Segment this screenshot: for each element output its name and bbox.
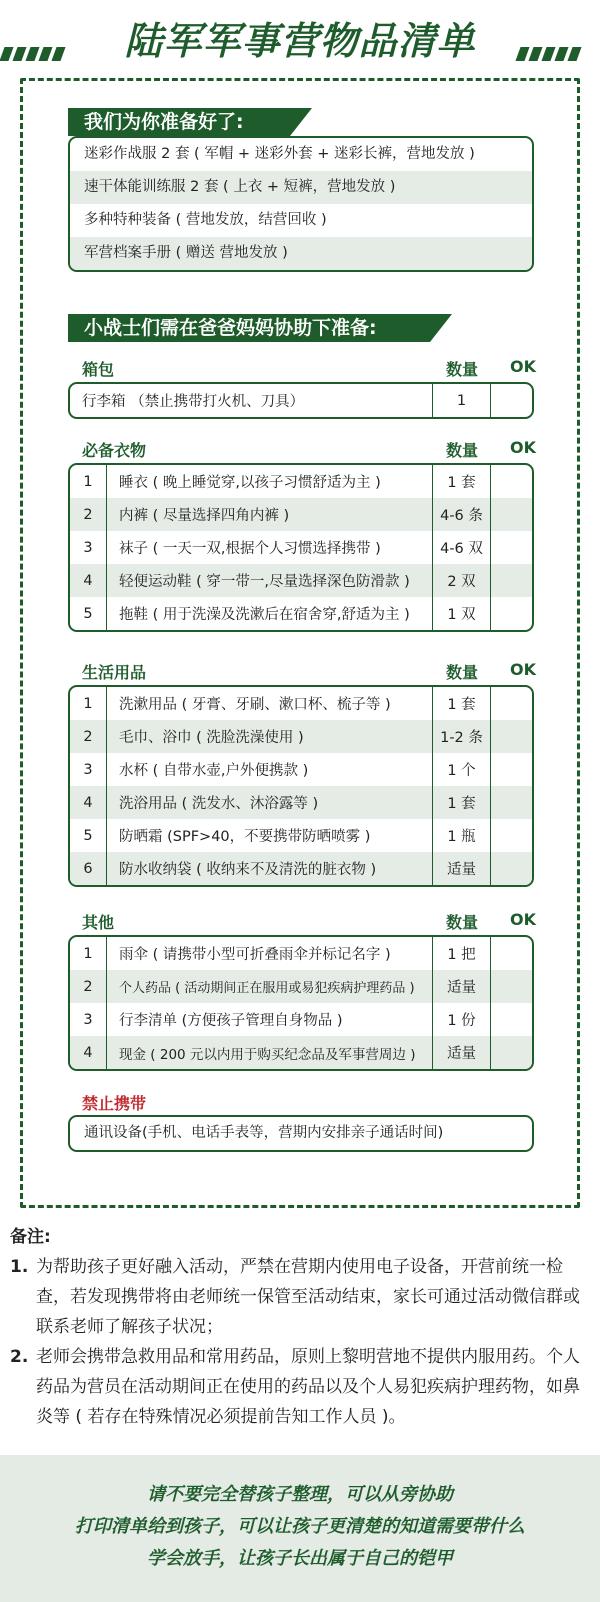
table-row [70,384,532,417]
item-number: 4 [70,786,107,819]
section-title: 必备衣物 [82,441,147,460]
section-title: 箱包 [82,360,115,379]
title-area [0,10,600,63]
item-number: 3 [70,753,107,786]
footer-line: 请不要完全替孩子整理，可以从旁协助 [147,1484,453,1505]
section-header-daily [82,660,542,684]
item-name: 个人药品 ( 活动期间正在服用或易犯疾病护理药品 ) [107,970,433,1003]
item-number: 4 [70,1036,107,1069]
table-row [70,720,532,753]
note-text: 老师会携带急救用品和常用药品，原则上黎明营地不提供内服用药。个人药品为营员在活动期间正在使用的药品以及个人易犯疾病护理药物，如鼻炎等 ( 若存在特殊情况必须提前告知工作人员 )。 [36,1347,580,1427]
prepared-item: 迷彩作战服 2 套 ( 军帽 + 迷彩外套 + 迷彩长裤，营地发放 ) [84,146,475,162]
item-name: 洗漱用品 ( 牙膏、牙刷、漱口杯、梳子等 ) [107,687,433,720]
qty-column-header: 数量 [446,360,479,379]
ok-checkbox[interactable] [491,465,532,498]
forbidden-item: 通讯设备(手机、电话手表等，营期内安排亲子通话时间) [84,1125,444,1141]
page-title: 陆军军事营物品清单 [124,19,476,63]
item-qty: 适量 [433,1036,491,1069]
item-number: 6 [70,852,107,885]
table-row [70,564,532,597]
ok-checkbox[interactable] [491,753,532,786]
item-qty: 1 瓶 [433,819,491,852]
item-number: 2 [70,720,107,753]
item-name: 毛巾、浴巾 ( 洗脸洗澡使用 ) [107,720,433,753]
table-row [70,1003,532,1036]
item-qty: 4-6 双 [433,531,491,564]
others-table [68,935,534,1071]
notes-label: 备注: [10,1227,51,1247]
ok-checkbox[interactable] [491,498,532,531]
item-name: 水杯 ( 自带水壶,户外便携款 ) [107,753,433,786]
luggage-table [68,382,534,419]
item-number: 2 [70,498,107,531]
table-row [70,1036,532,1069]
ok-checkbox[interactable] [491,1003,532,1036]
section-header-others [82,910,542,934]
ok-checkbox[interactable] [491,597,532,630]
item-qty: 适量 [433,970,491,1003]
item-number: 3 [70,531,107,564]
ok-checkbox[interactable] [491,970,532,1003]
prepared-item: 速干体能训练服 2 套 ( 上衣 + 短裤，营地发放 ) [70,171,532,204]
prepared-item: 军营档案手册 ( 赠送 营地发放 ) [70,237,532,270]
footer-line: 打印清单给到孩子，可以让孩子更清楚的知道需要带什么 [75,1516,525,1537]
section-header-clothing [82,438,542,462]
item-qty: 1 套 [433,465,491,498]
note-item [10,1252,590,1342]
item-name: 现金 ( 200 元以内用于购买纪念品及军事营周边 ) [107,1036,433,1069]
table-row [70,465,532,498]
item-qty: 1 份 [433,1003,491,1036]
item-number: 3 [70,1003,107,1036]
item-qty: 1 把 [433,937,491,970]
table-row [70,819,532,852]
item-qty: 2 双 [433,564,491,597]
parents-banner: 小战士们需在爸爸妈妈协助下准备: [68,314,430,342]
item-qty: 1 套 [433,687,491,720]
note-item [10,1342,590,1432]
ok-checkbox[interactable] [491,564,532,597]
ok-checkbox[interactable] [491,720,532,753]
item-name: 行李清单 (方便孩子管理自身物品 ) [107,1003,433,1036]
ok-checkbox[interactable] [491,1036,532,1069]
ok-checkbox[interactable] [491,384,532,417]
ok-column-header: OK [510,438,536,457]
ok-checkbox[interactable] [491,819,532,852]
item-name: 雨伞 ( 请携带小型可折叠雨伞并标记名字 ) [107,937,433,970]
item-number: 1 [70,687,107,720]
note-number: 1. [10,1257,29,1277]
item-name: 轻便运动鞋 ( 穿一带一,尽量选择深色防滑款 ) [107,564,433,597]
item-name: 防晒霜 (SPF>40，不要携带防晒喷雾 ) [107,819,433,852]
table-row [70,937,532,970]
item-number: 1 [70,465,107,498]
ok-checkbox[interactable] [491,531,532,564]
item-name: 行李箱 （禁止携带打火机、刀具） [70,384,433,417]
clothing-table [68,463,534,632]
table-row [70,498,532,531]
table-row [70,687,532,720]
qty-column-header: 数量 [446,663,479,682]
item-qty: 适量 [433,852,491,885]
prepared-banner: 我们为你准备好了: [68,108,290,136]
item-qty: 1 双 [433,597,491,630]
table-row [70,852,532,885]
ok-column-header: OK [510,660,536,679]
notes-section [10,1222,590,1432]
item-number: 1 [70,937,107,970]
daily-table [68,685,534,887]
table-row [70,597,532,630]
section-title: 其他 [82,913,115,932]
item-number: 2 [70,970,107,1003]
item-number: 4 [70,564,107,597]
ok-checkbox[interactable] [491,937,532,970]
forbidden-title: 禁止携带 [82,1094,147,1113]
note-text: 为帮助孩子更好融入活动，严禁在营期内使用电子设备，开营前统一检查，若发现携带将由老师统一保管至活动结束，家长可通过活动微信群或联系老师了解孩子状况； [36,1257,580,1337]
prepared-item: 多种特种装备 ( 营地发放，结营回收 ) [84,212,327,228]
ok-checkbox[interactable] [491,687,532,720]
table-row [70,970,532,1003]
item-name: 内裤 ( 尽量选择四角内裤 ) [107,498,433,531]
note-number: 2. [10,1347,29,1367]
item-number: 5 [70,597,107,630]
item-qty: 1 个 [433,753,491,786]
decorative-stripes-right [518,46,598,60]
footer-banner [0,1455,600,1602]
ok-checkbox[interactable] [491,852,532,885]
table-row [70,753,532,786]
item-name: 洗浴用品 ( 洗发水、沐浴露等 ) [107,786,433,819]
section-header-luggage [82,357,542,381]
item-name: 防水收纳袋 ( 收纳来不及清洗的脏衣物 ) [107,852,433,885]
item-qty: 1 套 [433,786,491,819]
ok-column-header: OK [510,910,536,929]
item-qty: 1 [433,384,491,417]
ok-checkbox[interactable] [491,786,532,819]
qty-column-header: 数量 [446,913,479,932]
ok-column-header: OK [510,357,536,376]
section-title: 生活用品 [82,663,147,682]
item-qty: 4-6 条 [433,498,491,531]
footer-line: 学会放手，让孩子长出属于自己的铠甲 [147,1548,453,1569]
item-name: 拖鞋 ( 用于洗澡及洗漱后在宿舍穿,舒适为主 ) [107,597,433,630]
table-row [70,786,532,819]
item-name: 袜子 ( 一天一双,根据个人习惯选择携带 ) [107,531,433,564]
item-name: 睡衣 ( 晚上睡觉穿,以孩子习惯舒适为主 ) [107,465,433,498]
item-number: 5 [70,819,107,852]
qty-column-header: 数量 [446,441,479,460]
table-row [70,531,532,564]
prepared-list [68,136,534,272]
forbidden-box [68,1115,534,1152]
item-qty: 1-2 条 [433,720,491,753]
